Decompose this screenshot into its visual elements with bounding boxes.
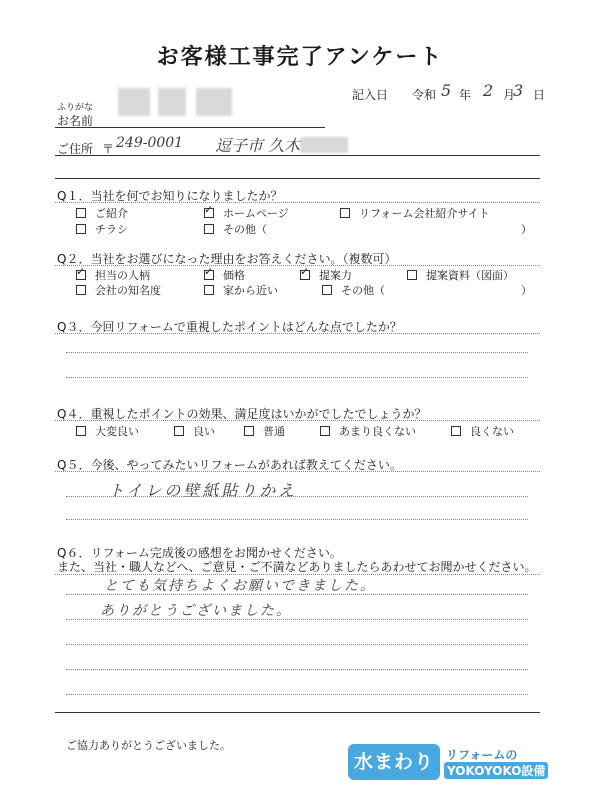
- q1-option-flyer[interactable]: チラシ: [76, 221, 128, 237]
- logo-sub-text-2: YOKOYOKO設備: [444, 762, 548, 779]
- q2-other-close: ）: [521, 284, 532, 297]
- q6-answer-rule-3: [66, 644, 528, 645]
- checkbox[interactable]: [320, 426, 330, 436]
- checkbox[interactable]: [340, 208, 350, 218]
- q2-option-proposal[interactable]: ✓ 提案力: [300, 267, 352, 283]
- q1-other-close: ）: [521, 223, 532, 236]
- name-label: お名前: [57, 114, 94, 128]
- q4-option-not-very-good[interactable]: あまり良くない: [320, 423, 416, 439]
- q5-answer-line-1: [66, 496, 528, 497]
- checkbox[interactable]: [204, 224, 214, 234]
- era-label: 令和: [412, 88, 437, 102]
- checkbox-checked[interactable]: [300, 270, 310, 280]
- address-label: ご住所: [57, 142, 94, 156]
- q4-option-very-good[interactable]: 大変良い: [76, 423, 139, 439]
- q2-option-reputation[interactable]: 会社の知名度: [76, 282, 161, 298]
- q3-answer-line-2: [66, 377, 528, 378]
- redacted-name-3: [196, 88, 232, 116]
- logo-main-text: 水まわり: [348, 744, 440, 780]
- q1-option-homepage[interactable]: ✓ ホームページ: [204, 205, 289, 221]
- q4-option-bad[interactable]: 良くない: [451, 423, 514, 439]
- q3-question: Q３．今回リフォームで重視したポイントはどんな点でしたか？: [57, 320, 402, 334]
- section-divider: [55, 178, 540, 179]
- year-unit: 年: [459, 88, 472, 102]
- checkbox-checked[interactable]: [204, 270, 214, 280]
- q2-option-price[interactable]: ✓ 価格: [204, 267, 245, 283]
- address-value: 逗子市 久木: [215, 136, 301, 155]
- checkbox[interactable]: [174, 426, 184, 436]
- checkbox[interactable]: [76, 224, 86, 234]
- year-value: 5: [441, 81, 452, 100]
- month-unit: 月: [503, 88, 516, 102]
- q1-question: Q１．当社を何でお知りになりましたか？: [57, 189, 283, 203]
- page-title: お客様工事完了アンケート: [156, 45, 444, 70]
- checkbox[interactable]: [76, 426, 86, 436]
- checkbox[interactable]: [204, 285, 214, 295]
- day-unit: 日: [533, 88, 546, 102]
- q4-option-good[interactable]: 良い: [174, 423, 215, 439]
- q6-answer-rule-5: [66, 694, 528, 695]
- q5-question: Q５．今後、やってみたいリフォームがあれば教えてください。: [57, 458, 402, 472]
- day-value: 3: [513, 81, 524, 100]
- checkbox[interactable]: [76, 285, 86, 295]
- q2-option-nearby[interactable]: 家から近い: [204, 282, 278, 298]
- month-value: 2: [483, 81, 494, 100]
- thanks-text: ご協力ありがとうございました。: [66, 739, 231, 752]
- q1-underline: [55, 202, 540, 203]
- q2-underline: [55, 265, 540, 266]
- q6-question-line2: また、当社・職人などへ、ご意見・ご不満などありましたらあわせてお聞かせください。: [57, 560, 537, 574]
- q1-option-other[interactable]: その他（: [204, 221, 267, 237]
- checkbox-checked[interactable]: [204, 208, 214, 218]
- redacted-name-1: [118, 88, 150, 116]
- postal-code-value: 249-0001: [116, 135, 184, 151]
- q2-option-documents[interactable]: 提案資料（図面）: [407, 267, 514, 283]
- postal-mark: 〒: [102, 142, 115, 156]
- q4-option-normal[interactable]: 普通: [244, 423, 285, 439]
- company-logo: [348, 744, 588, 784]
- q6-question: Q６．リフォーム完成後の感想をお聞かせください。: [57, 546, 342, 560]
- checkbox[interactable]: [451, 426, 461, 436]
- redacted-name-2: [158, 88, 186, 116]
- q5-answer: トイレの壁紙貼りかえ: [108, 481, 298, 500]
- q6-answer-rule-4: [66, 669, 528, 670]
- q6-answer-line-2: ありがとうございました。: [100, 603, 292, 619]
- q1-option-referral[interactable]: ご紹介: [76, 205, 128, 221]
- name-underline: [55, 127, 325, 128]
- q5-underline: [55, 471, 540, 472]
- q6-answer-rule-2: [66, 619, 528, 620]
- q6-answer-rule-1: [66, 594, 528, 595]
- checkbox-checked[interactable]: [76, 270, 86, 280]
- checkbox[interactable]: [407, 270, 417, 280]
- q2-option-other[interactable]: その他（: [322, 282, 385, 298]
- checkbox[interactable]: [76, 208, 86, 218]
- q2-option-staff[interactable]: ✓担当の人柄: [76, 267, 150, 283]
- footer-divider: [55, 712, 540, 713]
- q4-underline: [55, 420, 540, 421]
- entry-date-label: 記入日: [352, 88, 389, 102]
- furigana-label: ふりがな: [57, 103, 94, 113]
- address-underline: [55, 155, 540, 156]
- q5-answer-line-2: [66, 519, 528, 520]
- checkbox[interactable]: [322, 285, 332, 295]
- q6-answer-line-1: とても気持ちよくお願いできました。: [104, 578, 376, 594]
- q4-question: Q４．重視したポイントの効果、満足度はいかがでしたでしょうか？: [57, 407, 427, 421]
- redacted-address: [300, 137, 348, 153]
- q2-question: Q２．当社をお選びになった理由をお答えください。（複数可）: [57, 252, 397, 266]
- q3-underline: [55, 333, 540, 334]
- logo-sub-text-1: リフォームの: [446, 748, 518, 762]
- q3-answer-line-1: [66, 352, 528, 353]
- q1-option-referral-site[interactable]: リフォーム会社紹介サイト: [340, 205, 490, 221]
- checkbox[interactable]: [244, 426, 254, 436]
